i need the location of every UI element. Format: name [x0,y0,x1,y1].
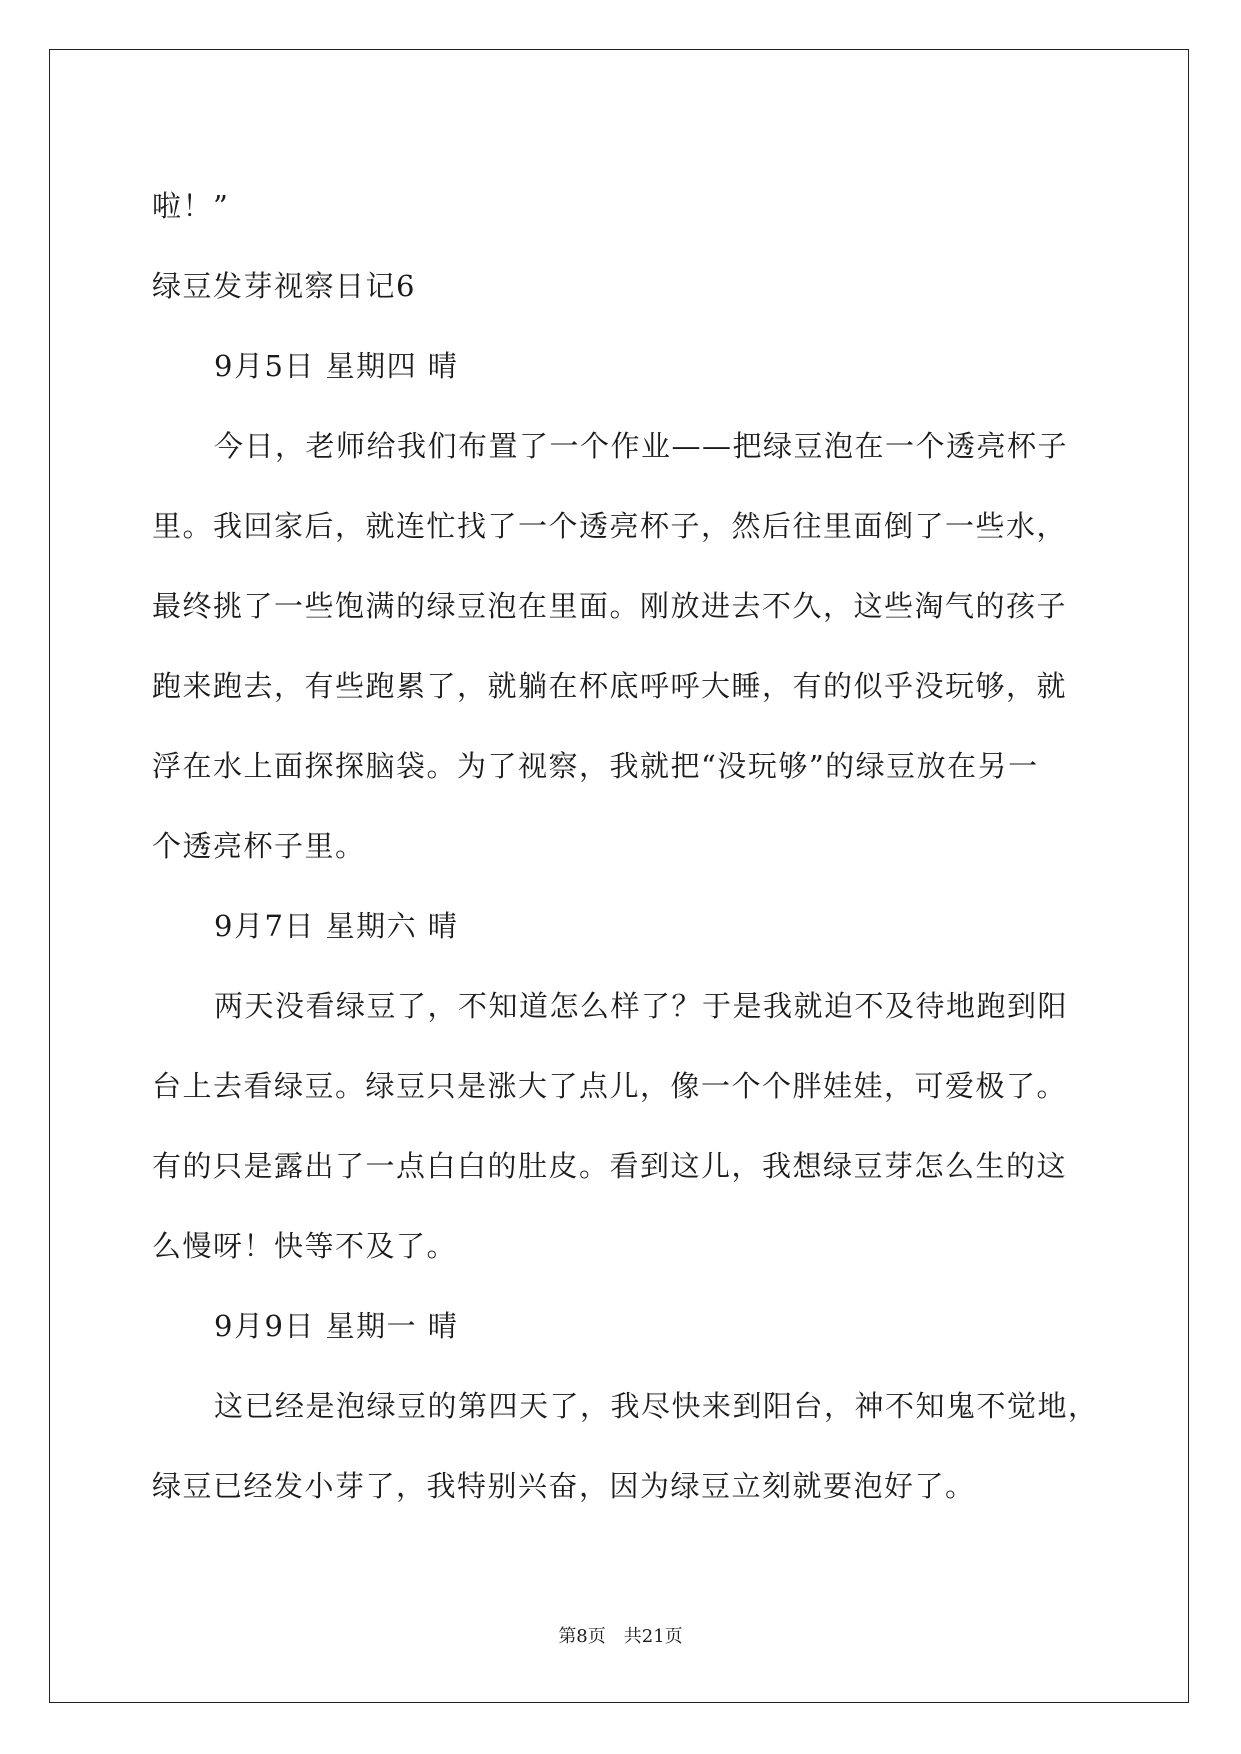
paragraph-line: 跑来跑去，有些跑累了，就躺在杯底呼呼大睡，有的似乎没玩够，就 [152,669,1068,703]
document-body [152,166,1099,1526]
paragraph-line: 台上去看绿豆。绿豆只是涨大了点儿，像一个个胖娃娃，可爱极了。 [152,1069,1068,1103]
diary-date-line: 9月7日 星期六 晴 [214,909,459,943]
paragraph-line: 这已经是泡绿豆的第四天了，我尽快来到阳台，神不知鬼不觉地， [214,1389,1099,1423]
section-title: 绿豆发芽视察日记6 [152,269,416,303]
paragraph-line: 么慢呀！快等不及了。 [152,1229,458,1263]
page-footer [0,1622,1241,1648]
paragraph-line: 里。我回家后，就连忙找了一个透亮杯子，然后往里面倒了一些水， [152,509,1068,543]
paragraph-line: 个透亮杯子里。 [152,829,366,863]
diary-date-line: 9月5日 星期四 晴 [214,349,459,383]
text-line: 啦！” [152,189,230,223]
diary-date-line: 9月9日 星期一 晴 [214,1309,459,1343]
paragraph-line: 绿豆已经发小芽了，我特别兴奋，因为绿豆立刻就要泡好了。 [152,1469,976,1503]
page-total: 共21页 [623,1626,683,1647]
paragraph-line: 浮在水上面探探脑袋。为了视察，我就把“没玩够”的绿豆放在另一 [152,749,1039,783]
page-number: 第8页 [558,1626,606,1647]
paragraph-line: 今日，老师给我们布置了一个作业——把绿豆泡在一个透亮杯子 [214,429,1069,463]
paragraph-line: 有的只是露出了一点白白的肚皮。看到这儿，我想绿豆芽怎么生的这 [152,1149,1068,1183]
paragraph-line: 最终挑了一些饱满的绿豆泡在里面。刚放进去不久，这些淘气的孩子 [152,589,1068,623]
paragraph-line: 两天没看绿豆了，不知道怎么样了？于是我就迫不及待地跑到阳 [214,989,1069,1023]
